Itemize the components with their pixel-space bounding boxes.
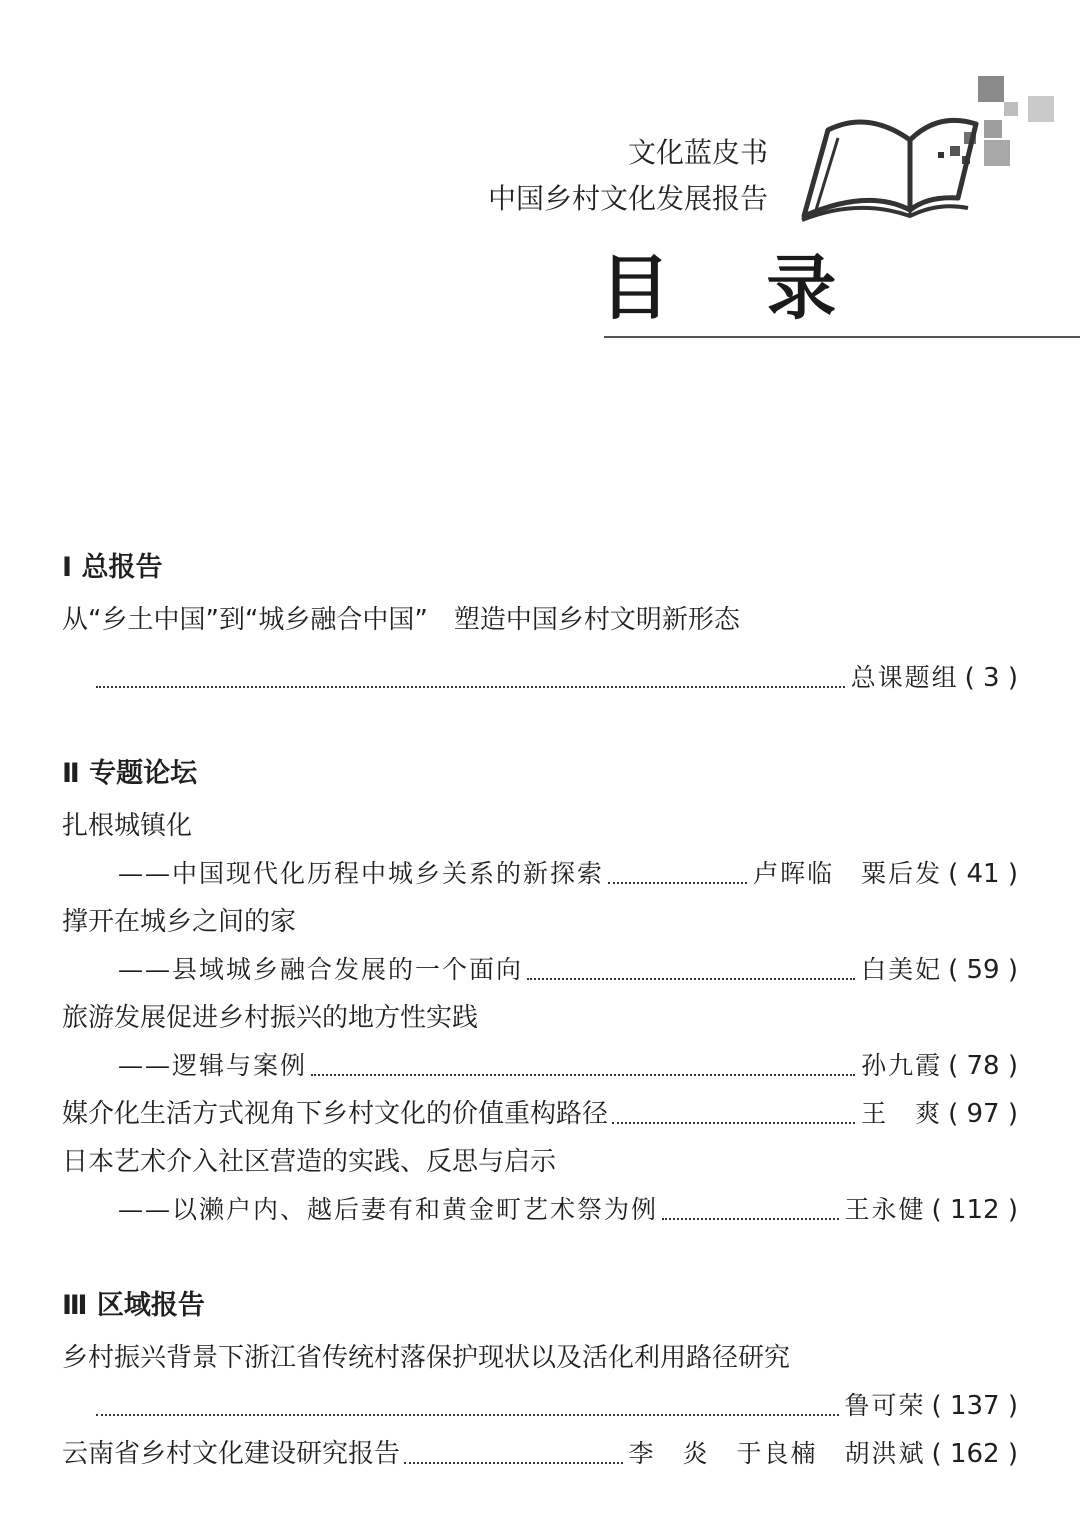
toc-entry-leader-row[interactable] [62, 654, 1018, 702]
title-divider [604, 336, 1080, 338]
section-regional-report [62, 1278, 1018, 1478]
dot-leader [96, 1414, 839, 1416]
dot-leader [96, 686, 845, 688]
dot-leader [662, 1218, 839, 1220]
toc-entry-page: ( 3 ) [964, 663, 1018, 693]
series-line-1: 文化蓝皮书 [627, 136, 768, 169]
toc-entry-leader-row[interactable] [62, 946, 1018, 994]
toc-entry-author: 卢晖临 粟后发 [753, 859, 943, 888]
section-heading: Ⅲ 区域报告 [62, 1290, 205, 1321]
toc-entry-author: 总课题组 [850, 663, 959, 692]
toc-entry-title[interactable]: 日本艺术介入社区营造的实践、反思与启示 [62, 1147, 557, 1177]
toc-entry-leader-row[interactable] [62, 1186, 1018, 1234]
toc-entry-page: ( 112 ) [931, 1195, 1018, 1225]
toc-entry-title[interactable]: 乡村振兴背景下浙江省传统村落保护现状以及活化利用路径研究 [62, 1343, 791, 1373]
dot-leader [608, 882, 747, 884]
toc-entry-page: ( 41 ) [948, 859, 1018, 889]
toc-entry-subtitle: ——逻辑与案例 [118, 1051, 308, 1080]
toc-entry-leader-row[interactable] [62, 1430, 1018, 1478]
dot-leader [311, 1074, 855, 1076]
toc-entry-page: ( 162 ) [931, 1439, 1018, 1469]
toc-entry-leader-row[interactable] [62, 1090, 1018, 1138]
section-heading: Ⅰ 总报告 [62, 552, 163, 583]
toc-entry-title: 云南省乡村文化建设研究报告 [62, 1439, 401, 1469]
toc-entry-author: 白美妃 [861, 955, 943, 984]
toc-entry-page: ( 78 ) [948, 1051, 1018, 1081]
toc-entry-author: 王 爽 [861, 1099, 943, 1128]
toc-entry-leader-row[interactable] [62, 1382, 1018, 1430]
open-book-icon [798, 70, 1058, 230]
toc-entry-page: ( 59 ) [948, 955, 1018, 985]
series-title-block [488, 130, 768, 222]
section-heading: Ⅱ 专题论坛 [62, 758, 198, 789]
toc-entry-author: 李 炎 于良楠 胡洪斌 [628, 1439, 926, 1468]
section-special-forum [62, 746, 1018, 1234]
dot-leader [404, 1462, 623, 1464]
toc-entry-page: ( 137 ) [931, 1391, 1018, 1421]
toc-entry-title: 媒介化生活方式视角下乡村文化的价值重构路径 [62, 1099, 609, 1129]
toc-entry-title[interactable]: 扎根城镇化 [62, 811, 193, 841]
toc-entry-title[interactable]: 撑开在城乡之间的家 [62, 907, 297, 937]
toc-entry-title[interactable]: 旅游发展促进乡村振兴的地方性实践 [62, 1003, 479, 1033]
toc-entry-subtitle: ——县域城乡融合发展的一个面向 [118, 955, 524, 984]
toc-entry-leader-row[interactable] [62, 1042, 1018, 1090]
toc-entry-author: 鲁可荣 [844, 1391, 926, 1420]
toc-entry-author: 孙九霞 [861, 1051, 943, 1080]
dot-leader [527, 978, 855, 980]
toc-entry-subtitle: ——中国现代化历程中城乡关系的新探索 [118, 859, 605, 888]
toc-entry-author: 王永健 [844, 1195, 926, 1224]
toc-entry-subtitle: ——以濑户内、越后妻有和黄金町艺术祭为例 [118, 1195, 659, 1224]
toc-entry-leader-row[interactable] [62, 850, 1018, 898]
section-general-report [62, 540, 1018, 702]
toc-entry-page: ( 97 ) [948, 1099, 1018, 1129]
toc-title: 目 录 [600, 246, 873, 329]
toc-entry-title[interactable]: 从“乡土中国”到“城乡融合中国” 塑造中国乡村文明新形态 [62, 605, 740, 635]
series-line-2: 中国乡村文化发展报告 [487, 182, 768, 215]
dot-leader [612, 1122, 855, 1124]
